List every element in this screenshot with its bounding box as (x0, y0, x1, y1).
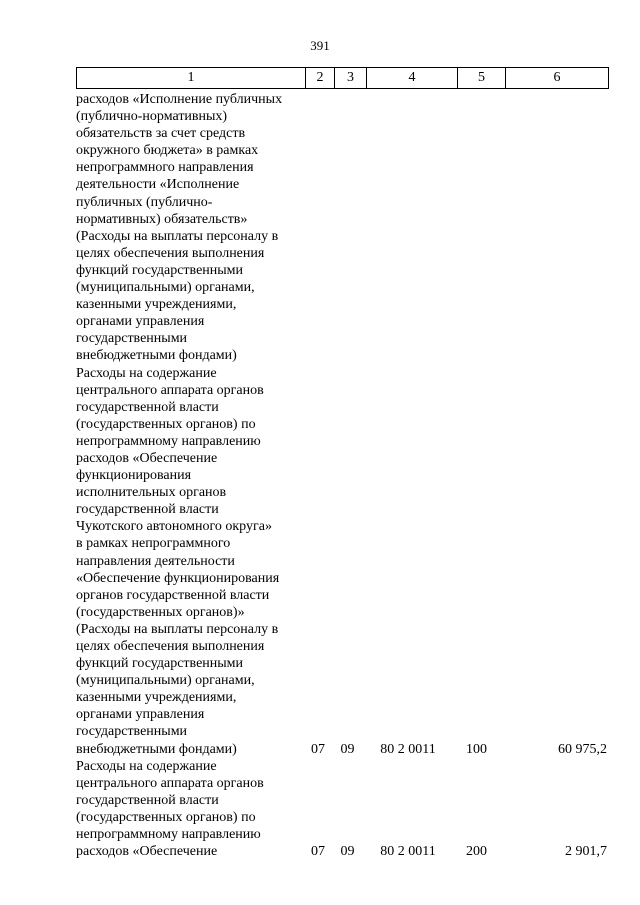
column-header-6: 6 (506, 68, 609, 89)
expense-type-code: 200 (466, 844, 487, 860)
description-line: Чукотского автономного округа» (76, 519, 272, 535)
description-line: целях обеспечения выполнения (76, 245, 265, 261)
table-row (76, 758, 609, 861)
description-line: «Обеспечение функционирования (76, 570, 280, 586)
target-article-code: 80 2 0011 (380, 741, 436, 757)
description-line: центрального аппарата органов (76, 382, 264, 398)
description-line: в рамках непрограммного (76, 536, 231, 552)
description-line: Расходы на содержание (76, 365, 217, 381)
description-line: внебюджетными фондами) (76, 348, 237, 364)
description-line: обязательств за счет средств (76, 126, 246, 142)
column-header-5: 5 (458, 68, 506, 89)
page-number: 391 (310, 38, 330, 53)
description-line: непрограммному направлению (76, 433, 261, 449)
row-description (76, 758, 304, 861)
expense-type-code: 100 (466, 741, 487, 757)
table-row (76, 365, 609, 758)
description-line: (государственных органов) по (76, 809, 256, 825)
column-header-row (77, 68, 609, 89)
description-line: государственной власти (76, 792, 219, 808)
description-line: (муниципальными) органами, (76, 280, 255, 296)
subsection-code: 09 (340, 844, 355, 860)
row-description (76, 91, 304, 365)
description-line: Расходы на содержание (76, 758, 217, 774)
description-line: казенными учреждениями, (76, 297, 237, 313)
description-line: расходов «Исполнение публичных (76, 92, 283, 107)
column-header-3: 3 (335, 68, 367, 89)
description-line: органами управления (76, 314, 205, 330)
description-line: (Расходы на выплаты персоналу в (76, 621, 279, 637)
section-code: 07 (311, 844, 325, 860)
description-line: нормативных) обязательств» (76, 211, 248, 227)
subsection-code: 09 (340, 741, 355, 757)
description-line: публичных (публично- (76, 194, 213, 210)
column-header-2: 2 (306, 68, 335, 89)
table-row (76, 91, 609, 365)
description-line: органами управления (76, 707, 205, 723)
description-line: непрограммного направления (76, 160, 254, 176)
description-line: (публично-нормативных) (76, 109, 228, 125)
description-line: казенными учреждениями, (76, 690, 237, 706)
section-code: 07 (311, 741, 325, 757)
description-line: окружного бюджета» в рамках (76, 143, 259, 159)
description-line: функций государственными (76, 656, 244, 672)
description-line: внебюджетными фондами) (76, 741, 237, 757)
target-article-code: 80 2 0011 (380, 844, 436, 860)
description-line: (государственных органов)» (76, 604, 245, 620)
description-line: направления деятельности (76, 553, 235, 569)
description-line: функционирования (76, 468, 192, 484)
description-line: непрограммному направлению (76, 827, 261, 843)
description-line: функций государственными (76, 262, 244, 278)
description-line: центрального аппарата органов (76, 775, 264, 791)
budget-table-body (76, 91, 609, 860)
description-line: расходов «Обеспечение (76, 844, 218, 860)
column-header-table (76, 67, 609, 89)
description-line: органов государственной власти (76, 587, 270, 603)
description-line: государственной власти (76, 502, 219, 518)
description-line: расходов «Обеспечение (76, 450, 218, 466)
description-line: (Расходы на выплаты персоналу в (76, 228, 279, 244)
column-header-1: 1 (77, 68, 306, 89)
column-header-4: 4 (367, 68, 458, 89)
description-line: целях обеспечения выполнения (76, 639, 265, 654)
description-line: государственной власти (76, 399, 219, 415)
description-line: (муниципальными) органами, (76, 673, 255, 689)
row-description (76, 365, 304, 758)
description-line: (государственных органов) по (76, 416, 256, 432)
description-line: государственными (76, 724, 188, 740)
description-line: исполнительных органов (76, 485, 227, 501)
amount-value: 2 901,7 (565, 844, 607, 860)
description-line: деятельности «Исполнение (76, 177, 240, 193)
description-line: государственными (76, 331, 188, 347)
amount-value: 60 975,2 (558, 741, 607, 757)
